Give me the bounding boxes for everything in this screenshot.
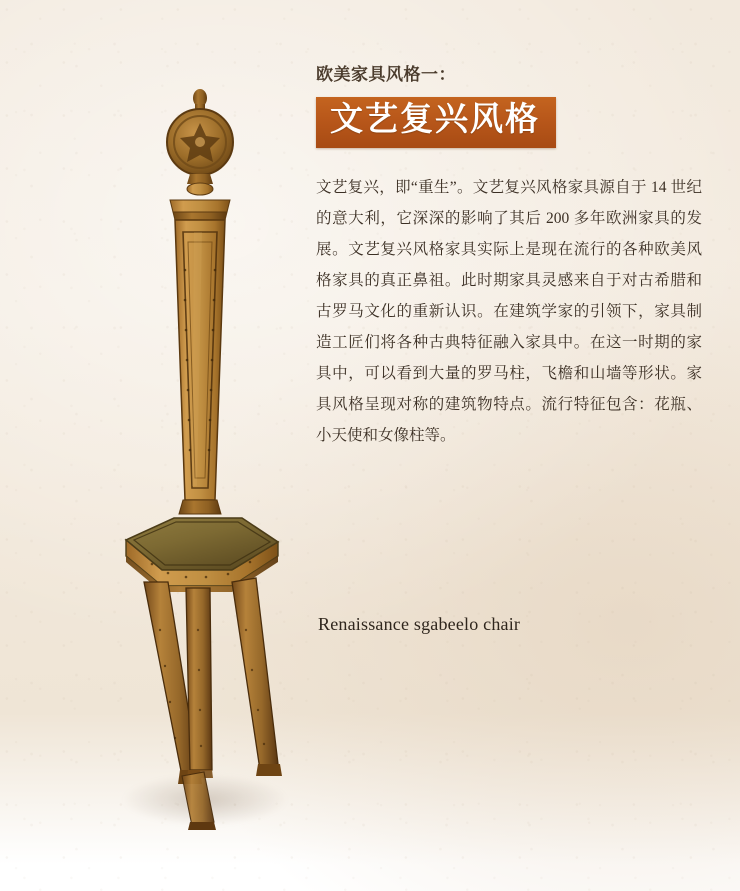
figure-caption: Renaissance sgabeelo chair bbox=[318, 614, 521, 634]
chair-illustration bbox=[82, 70, 322, 830]
page-title: 文艺复兴风格 bbox=[330, 102, 540, 138]
sgabello-chair-drawing bbox=[82, 70, 322, 830]
article-text-column bbox=[316, 60, 702, 466]
article-title-band bbox=[316, 97, 556, 148]
article-kicker: 欧美家具风格一： bbox=[316, 65, 456, 84]
article-body: 文艺复兴，即“重生”。文艺复兴风格家具源自于 14 世纪的意大利，它深深的影响了其后 200 多年欧洲家具的发展。文艺复兴风格家具实际上是现在流行的各种欧美风格家具的真正鼻祖。此时期家具灵感来自于对古希腊和古罗马文化的重新认识。在建筑学家的引领下，家具制造工匠们将各种古典特征融入家具中。在这一时期的家具中，可以看到大量的罗马柱，飞檐和山墙等形状。家具风格呈现对称的建筑物特点。流行特征包含：花瓶、小天使和女像柱等。 bbox=[316, 178, 702, 444]
